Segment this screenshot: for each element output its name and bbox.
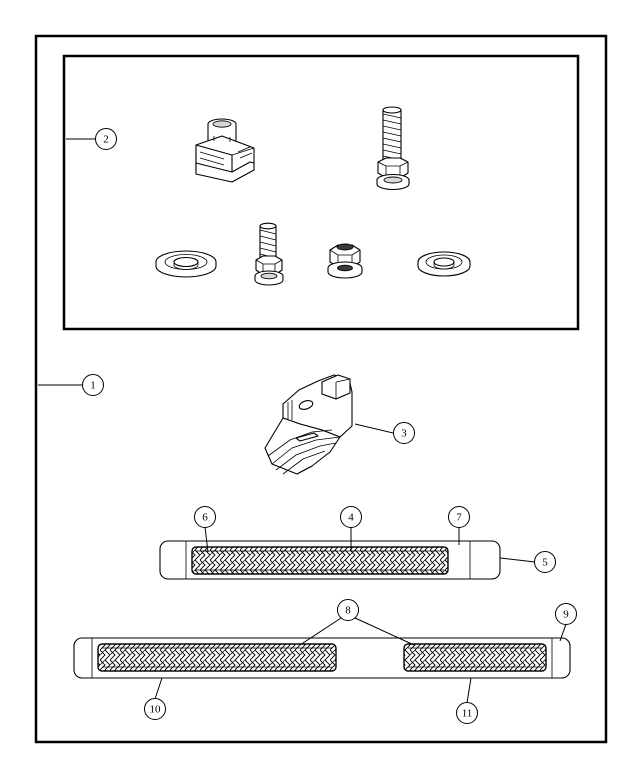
callout-3[interactable] bbox=[394, 423, 415, 444]
callout-7[interactable] bbox=[449, 507, 470, 528]
callout-3-label: 3 bbox=[401, 427, 407, 440]
callout-11[interactable] bbox=[457, 703, 478, 724]
callout-4[interactable] bbox=[341, 507, 362, 528]
callout-10[interactable] bbox=[145, 699, 166, 720]
callout-6[interactable] bbox=[195, 507, 216, 528]
callout-8-label: 8 bbox=[345, 604, 351, 617]
callout-4-label: 4 bbox=[348, 511, 354, 524]
callout-2-label: 2 bbox=[103, 133, 109, 146]
part-flat-washer-right bbox=[418, 252, 470, 276]
callout-1-label: 1 bbox=[90, 379, 96, 392]
callout-6-label: 6 bbox=[202, 511, 208, 524]
callout-11-label: 11 bbox=[461, 707, 473, 720]
part-short-running-board bbox=[160, 541, 500, 579]
callout-2[interactable] bbox=[96, 129, 117, 150]
callout-5[interactable] bbox=[535, 552, 556, 573]
part-flange-nut bbox=[328, 244, 362, 278]
part-long-running-board bbox=[74, 638, 570, 678]
callout-8[interactable] bbox=[338, 600, 359, 621]
callout-10-label: 10 bbox=[149, 703, 161, 716]
part-flat-washer-left bbox=[156, 251, 216, 277]
callout-7-label: 7 bbox=[456, 511, 462, 524]
callout-5-label: 5 bbox=[542, 556, 548, 569]
hardware-kit-box bbox=[64, 56, 578, 329]
callout-9[interactable] bbox=[556, 604, 577, 625]
callout-9-label: 9 bbox=[563, 608, 569, 621]
callout-1[interactable] bbox=[83, 375, 104, 396]
